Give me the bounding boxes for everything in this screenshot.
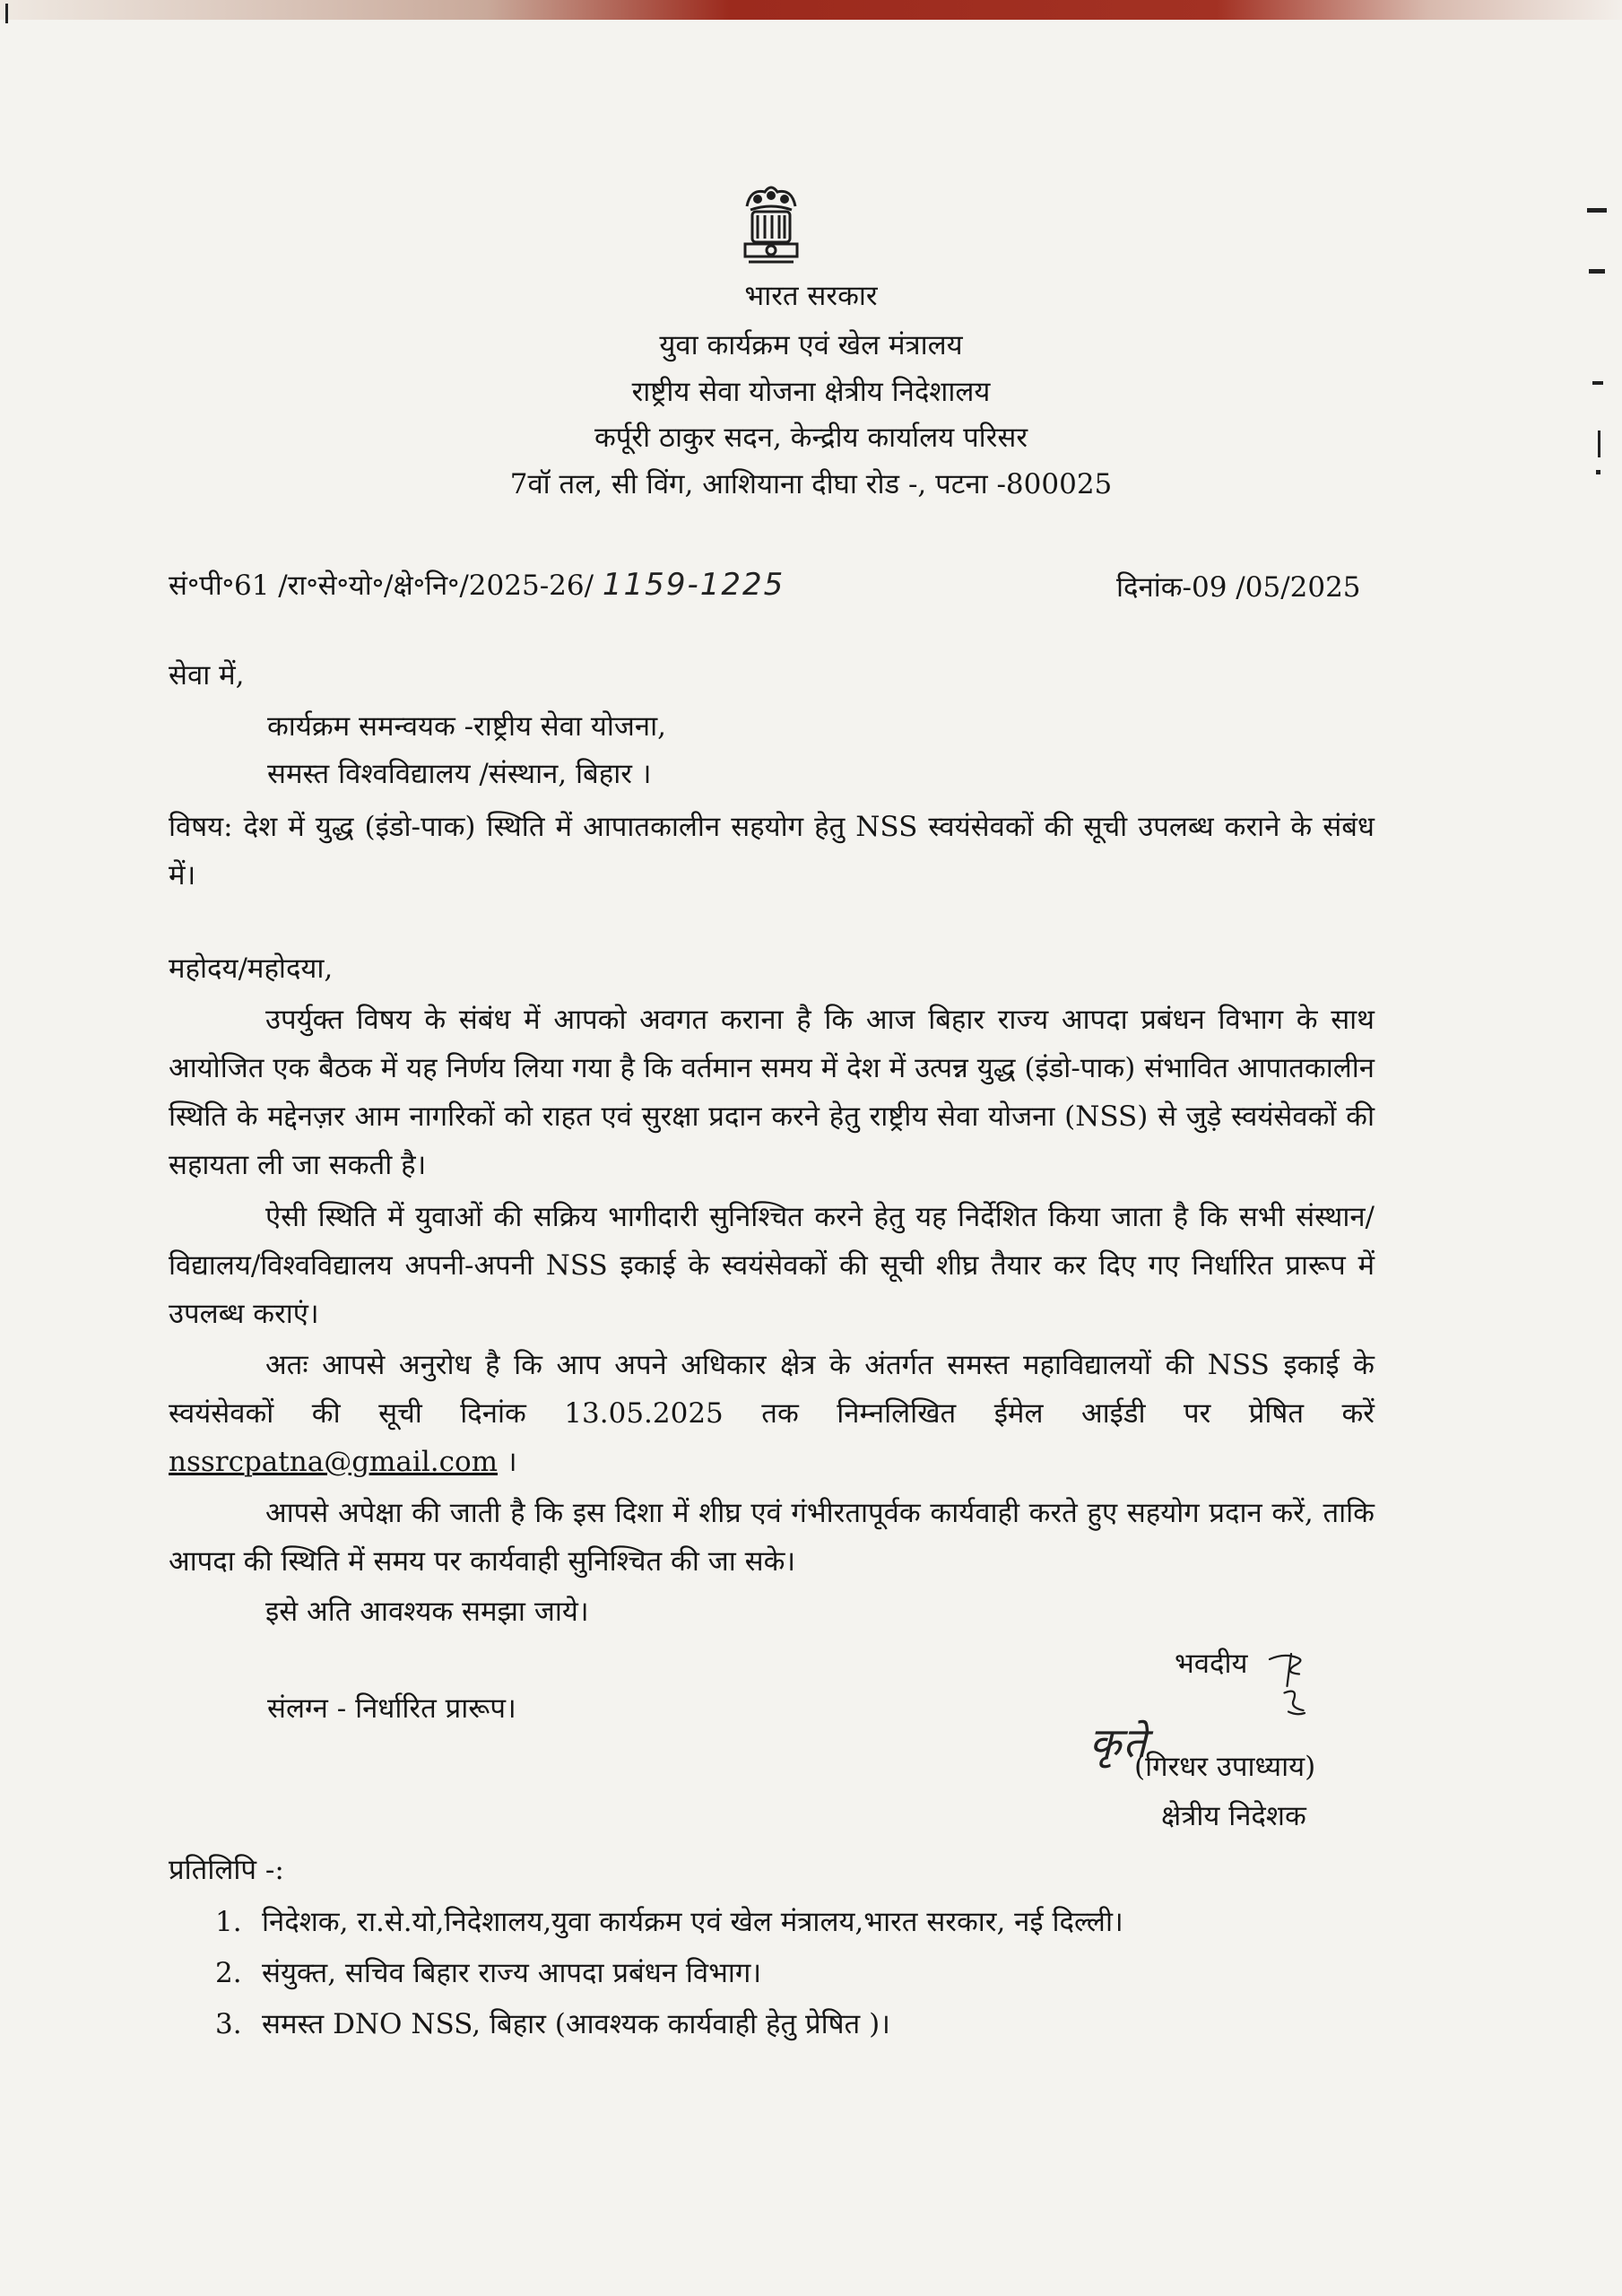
recipient-line-1: कार्यक्रम समन्वयक -राष्ट्रीय सेवा योजना, [267, 710, 666, 743]
enclosure-line: संलग्न - निर्धारित प्रारूप। [267, 1692, 516, 1725]
margin-mark [1592, 381, 1603, 385]
paragraph-3-text: अतः आपसे अनुरोध है कि आप अपने अधिकार क्षेत्र के अंतर्गत समस्त महाविद्यालयों की NSS इकाई के स्वयंसेवकों की सूची दिनांक 13.05.2025 तक निम्नलिखित ईमेल आईडी पर प्रेषित करें [169, 1349, 1375, 1430]
header-government: भारत सरकार [744, 280, 878, 312]
handwritten-signature-icon [1264, 1637, 1318, 1735]
subject: विषय: देश में युद्ध (इंडो-पाक) स्थिति में आपातकालीन सहयोग हेतु NSS स्वयंसेवकों की सूची उपलब्ध कराने के संबंध में। [169, 811, 1375, 891]
paragraph-4: आपसे अपेक्षा की जाती है कि इस दिशा में शीघ्र एवं गंभीरतापूर्वक कार्यवाही करते हुए सहयोग प्रदान करें, ताकि आपदा की स्थिति में समय पर कार्यवाही सुनिश्चित की जा सके। [169, 1497, 1375, 1578]
signatory-designation: क्षेत्रीय निदेशक [1161, 1800, 1306, 1832]
reference-number: सं॰पी॰61 /रा॰से॰यो॰/क्षे॰नि॰/2025-26/ [169, 570, 594, 602]
greeting: महोदय/महोदया, [169, 952, 334, 985]
reference-line [169, 562, 785, 608]
state-emblem-icon [731, 179, 811, 278]
copy-to-item-text: निदेशक, रा.से.यो,निदेशालय,युवा कार्यक्रम एवं खेल मंत्रालय,भारत सरकार, नई दिल्ली। [262, 1906, 1123, 1938]
letter-date: दिनांक-09 /05/2025 [1116, 571, 1361, 604]
header-building: कर्पूरी ठाकुर सदन, केन्द्रीय कार्यालय परिसर [594, 422, 1028, 454]
copy-to-item-3 [215, 2002, 890, 2047]
contact-email-link[interactable]: nssrcpatna@gmail.com [169, 1446, 499, 1478]
recipient-line-2: समस्त विश्वविद्यालय /संस्थान, बिहार । [267, 758, 652, 790]
copy-to-item-number: 2. [215, 1957, 242, 1989]
header-ministry: युवा कार्यक्रम एवं खेल मंत्रालय [659, 329, 963, 361]
margin-mark [1596, 470, 1600, 474]
copy-to-item-number: 1. [215, 1906, 242, 1938]
page-top-edge [0, 0, 1622, 20]
copy-to-item-text: समस्त DNO NSS, बिहार (आवश्यक कार्यवाही हेतु प्रेषित )। [262, 2008, 890, 2040]
salutation-seva-mein: सेवा में, [169, 659, 245, 691]
copy-to-item-text: संयुक्त, सचिव बिहार राज्य आपदा प्रबंधन विभाग। [262, 1957, 762, 1989]
header-address: 7वॉ तल, सी विंग, आशियाना दीघा रोड -, पटना -800025 [509, 468, 1113, 500]
reference-handwritten-number: 1159-1225 [602, 567, 785, 603]
paragraph-3 [169, 1341, 1375, 1486]
handwritten-krite: कृते [1089, 1718, 1149, 1767]
paragraph-3-end: । [498, 1446, 517, 1478]
signatory-name: (गिरधर उपाध्याय) [1134, 1751, 1316, 1783]
margin-mark [1587, 208, 1607, 213]
header-directorate: राष्ट्रीय सेवा योजना क्षेत्रीय निदेशालय [631, 376, 991, 408]
closing-bhavdiya: भवदीय [1175, 1648, 1248, 1680]
corner-mark [5, 4, 8, 23]
paragraph-2: ऐसी स्थिति में युवाओं की सक्रिय भागीदारी सुनिश्चित करने हेतु यह निर्देशित किया जाता है कि सभी संस्थान/विद्यालय/विश्वविद्यालय अपनी-अपनी NSS इकाई के स्वयंसेवकों की सूची शीघ्र तैयार कर दिए गए निर्धारित प्रारूप में उपलब्ध कराएं। [169, 1201, 1375, 1330]
copy-to-item-2 [215, 1951, 761, 1996]
copy-to-item-1 [215, 1900, 1123, 1944]
paragraph-5: इसे अति आवश्यक समझा जाये। [265, 1596, 589, 1628]
paragraph-1: उपर्युक्त विषय के संबंध में आपको अवगत कराना है कि आज बिहार राज्य आपदा प्रबंधन विभाग के साथ आयोजित एक बैठक में यह निर्णय लिया गया है कि वर्तमान समय में देश में उत्पन्न युद्ध (इंडो-पाक) संभावित आपातकालीन स्थिति के मद्देनज़र आम नागरिकों को राहत एवं सुरक्षा प्रदान करने हेतु राष्ट्रीय सेवा योजना (NSS) से जुड़े स्वयंसेवकों की सहायता ली जा सकती है। [169, 1004, 1375, 1181]
margin-mark [1598, 430, 1600, 457]
margin-mark [1589, 269, 1605, 274]
copy-to-item-number: 3. [215, 2008, 242, 2040]
copy-to-label: प्रतिलिपि -: [169, 1854, 284, 1886]
